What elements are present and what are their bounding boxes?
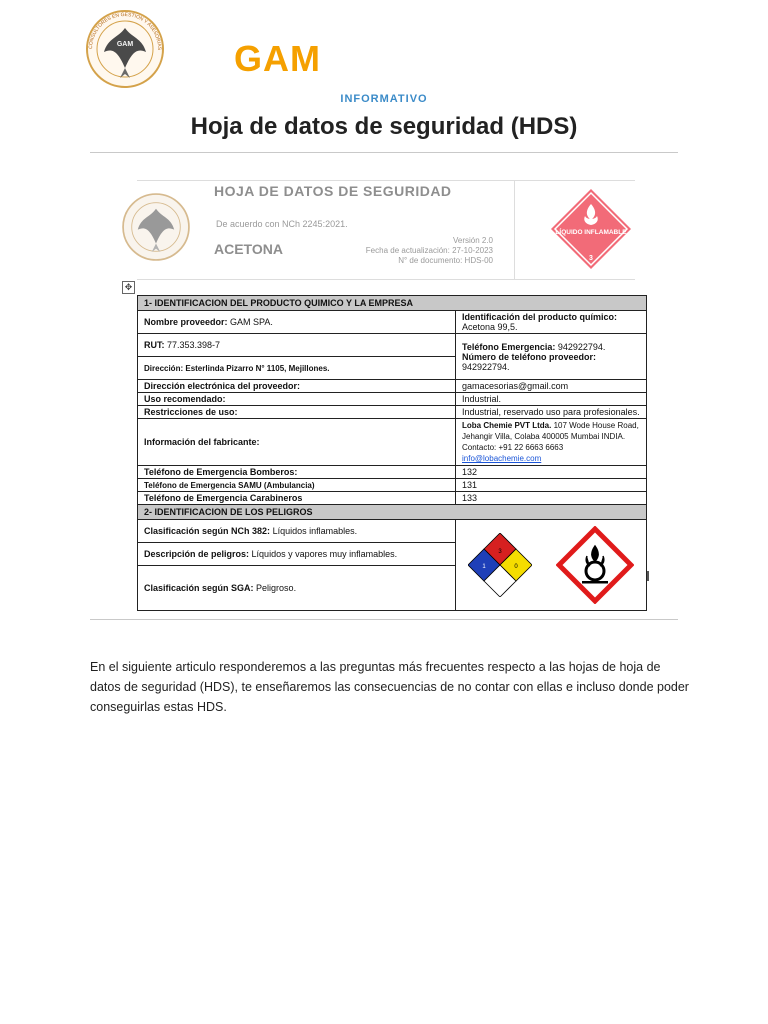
sga-cell bbox=[138, 566, 456, 611]
table-row bbox=[138, 479, 647, 492]
nfpa-flammability: 3 bbox=[498, 549, 502, 555]
sga-label: Clasificación según SGA: bbox=[144, 583, 254, 593]
pictograms-cell bbox=[456, 520, 647, 611]
hds-header-product: ACETONA bbox=[214, 241, 283, 257]
page-title: Hoja de datos de seguridad (HDS) bbox=[190, 113, 578, 140]
samu-value: 131 bbox=[456, 479, 647, 492]
fabricante-address: 107 Wode House Road, Jehangir Villa, Colaba 400005 Mumbai INDIA. Contacto: +91 22 6663 6663 bbox=[462, 421, 639, 452]
hds-header-meta bbox=[366, 236, 493, 266]
hds-fecha: Fecha de actualización: 27-10-2023 bbox=[365, 246, 493, 255]
tel-emergencia-label: Teléfono Emergencia: bbox=[462, 341, 556, 352]
uso-label: Uso recomendado: bbox=[138, 393, 456, 406]
rut-label: RUT: bbox=[144, 340, 165, 350]
section2-header: 2- IDENTIFICACION DE LOS PELIGROS bbox=[138, 505, 647, 520]
brand-title: GAM bbox=[234, 38, 321, 79]
fabricante-email-link[interactable]: info@lobachemie.com bbox=[462, 454, 542, 463]
divider-bottom bbox=[90, 619, 678, 620]
company-logo bbox=[80, 8, 170, 90]
bomberos-value: 132 bbox=[456, 466, 647, 479]
sga-value: Peligroso. bbox=[256, 583, 297, 593]
nfpa-diamond-icon bbox=[468, 533, 532, 597]
nfpa-health: 1 bbox=[482, 564, 486, 570]
table-row bbox=[138, 419, 647, 466]
table-row bbox=[138, 334, 647, 357]
descripcion-label: Descripción de peligros: bbox=[144, 549, 250, 559]
section1-header: 1- IDENTIFICACION DEL PRODUCTO QUIMICO Y LA EMPRESA bbox=[138, 296, 647, 311]
kicker-label: INFORMATIVO bbox=[340, 93, 428, 105]
hds-documento: N° de documento: HDS-00 bbox=[398, 256, 493, 265]
samu-label: Teléfono de Emergencia SAMU (Ambulancia) bbox=[138, 479, 456, 492]
proveedor-label: Nombre proveedor: bbox=[144, 317, 228, 327]
direccion-electronica-value: gamacesorias@gmail.com bbox=[456, 380, 647, 393]
logo-ring-text: CONSULTORES EN GESTION Y ASESORIAS bbox=[87, 11, 163, 51]
hds-header-logo bbox=[117, 187, 195, 267]
hds-header-divider bbox=[514, 181, 515, 279]
nch-cell bbox=[138, 520, 456, 543]
table-row bbox=[138, 520, 647, 543]
direccion-electronica-label: Dirección electrónica del proveedor: bbox=[138, 380, 456, 393]
identificacion-cell bbox=[456, 311, 647, 334]
descripcion-cell bbox=[138, 543, 456, 566]
fabricante-name: Loba Chemie PVT Ltda. bbox=[462, 421, 552, 430]
rut-value: 77.353.398-7 bbox=[167, 340, 221, 350]
nfpa-reactivity: 0 bbox=[514, 564, 518, 570]
table-row bbox=[138, 492, 647, 505]
rut-cell bbox=[138, 334, 456, 357]
identificacion-label: Identificación del producto químico: bbox=[462, 312, 618, 322]
hds-header-norma: De acuerdo con NCh 2245:2021. bbox=[216, 219, 348, 229]
table-move-handle-icon[interactable]: ✥ bbox=[122, 281, 135, 294]
table-row bbox=[138, 296, 647, 311]
tel-emergencia-value: 942922794. bbox=[557, 341, 606, 352]
restricciones-value: Industrial, reservado uso para profesionales. bbox=[456, 406, 647, 419]
table-row bbox=[138, 505, 647, 520]
divider-top bbox=[90, 152, 678, 153]
nch-value: Líquidos inflamables. bbox=[272, 526, 358, 536]
tel-proveedor-value: 942922794. bbox=[462, 361, 510, 372]
fabricante-label: Información del fabricante: bbox=[138, 419, 456, 466]
restricciones-label: Restricciones de uso: bbox=[138, 406, 456, 419]
diamond-label: LÍQUIDO INFLAMABLE bbox=[555, 229, 627, 236]
direccion-label: Dirección: bbox=[144, 363, 184, 373]
bomberos-label: Teléfono de Emergencia Bomberos: bbox=[138, 466, 456, 479]
text-cursor-mark bbox=[647, 571, 649, 581]
fabricante-cell bbox=[456, 419, 647, 466]
carabineros-label: Teléfono de Emergencia Carabineros bbox=[138, 492, 456, 505]
direccion-value: Esterlinda Pizarro N° 1105, Mejillones. bbox=[185, 363, 330, 373]
table-row bbox=[138, 406, 647, 419]
table-row bbox=[138, 393, 647, 406]
flammable-liquid-diamond-icon bbox=[549, 187, 633, 271]
carabineros-value: 133 bbox=[456, 492, 647, 505]
telefonos-cell bbox=[456, 334, 647, 380]
identificacion-value: Acetona 99,5. bbox=[462, 322, 518, 332]
intro-paragraph: En el siguiente articulo responderemos a las preguntas más frecuentes respecto a las hojas de hoja de datos de seguridad (HDS), te enseñaremos las consecuencias de no contar con ellas e incluso donde poder conseguirlas estas HDS. bbox=[90, 660, 689, 714]
hds-header-title: HOJA DE DATOS DE SEGURIDAD bbox=[214, 183, 452, 199]
descripcion-value: Líquidos y vapores muy inflamables. bbox=[251, 549, 398, 559]
proveedor-cell bbox=[138, 311, 456, 334]
hds-document-header bbox=[137, 180, 635, 280]
uso-value: Industrial. bbox=[456, 393, 647, 406]
table-row bbox=[138, 311, 647, 334]
proveedor-value: GAM SPA. bbox=[230, 317, 273, 327]
table-row bbox=[138, 380, 647, 393]
hds-table bbox=[137, 295, 647, 611]
direccion-cell bbox=[138, 357, 456, 380]
diamond-number: 3 bbox=[589, 255, 593, 262]
oxidizer-pictogram-icon bbox=[556, 526, 634, 604]
logo-mark: GAM bbox=[116, 41, 134, 48]
table-row bbox=[138, 466, 647, 479]
nch-label: Clasificación según NCh 382: bbox=[144, 526, 271, 536]
tel-proveedor-label: Número de teléfono proveedor: bbox=[462, 351, 597, 362]
hds-version: Versión 2.0 bbox=[452, 236, 493, 245]
